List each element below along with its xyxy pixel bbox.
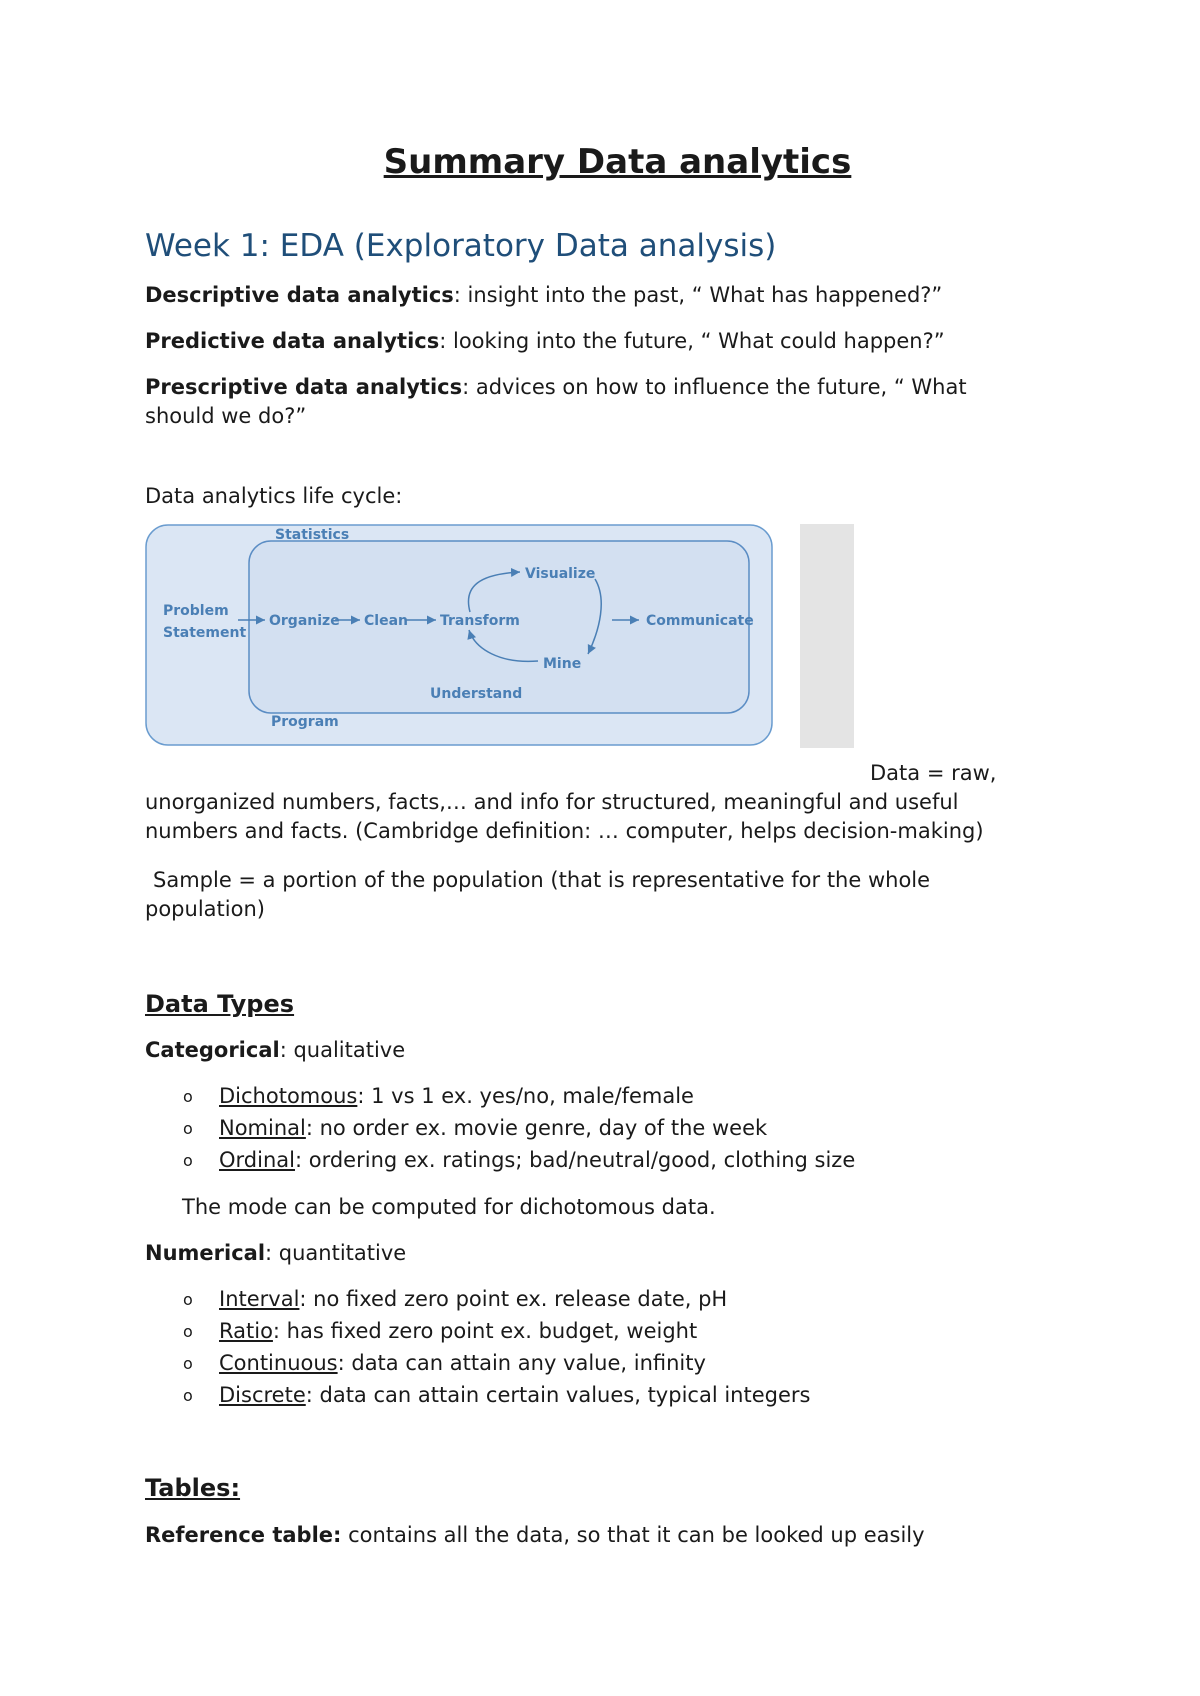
item-term: Interval (219, 1287, 300, 1311)
reference-table-paragraph (145, 1521, 1045, 1550)
item-text: : data can attain certain values, typical integers (305, 1383, 811, 1407)
categorical-text: : qualitative (279, 1038, 406, 1062)
reference-table-text: contains all the data, so that it can be looked up easily (341, 1523, 925, 1547)
statistics-label: Statistics (275, 527, 350, 543)
item-text: : data can attain any value, infinity (337, 1351, 706, 1375)
predictive-paragraph (145, 327, 1045, 356)
clean-label: Clean (364, 613, 408, 629)
item-term: Ordinal (219, 1148, 295, 1172)
item-term: Ratio (219, 1319, 273, 1343)
bullet-icon: o (183, 1354, 193, 1373)
program-label: Program (271, 714, 339, 730)
item-text: : 1 vs 1 ex. yes/no, male/female (357, 1084, 694, 1108)
predictive-term: Predictive data analytics (145, 329, 440, 353)
bullet-icon: o (183, 1119, 193, 1138)
reference-table-term: Reference table: (145, 1523, 342, 1547)
descriptive-paragraph (145, 281, 1045, 310)
problem-statement-line1: Problem (163, 603, 229, 619)
numerical-list (145, 1283, 1045, 1411)
bullet-icon: o (183, 1322, 193, 1341)
document-title: Summary Data analytics (383, 142, 852, 182)
list-item (145, 1379, 1045, 1411)
prescriptive-term: Prescriptive data analytics (145, 375, 463, 399)
list-item (145, 1315, 1045, 1347)
transform-label: Transform (440, 613, 520, 629)
organize-label: Organize (269, 613, 340, 629)
item-term: Dichotomous (219, 1084, 358, 1108)
item-text: : has fixed zero point ex. budget, weight (272, 1319, 698, 1343)
problem-statement-line2: Statement (163, 625, 247, 641)
categorical-list (145, 1080, 1045, 1176)
bullet-icon: o (183, 1087, 193, 1106)
numerical-text: : quantitative (265, 1241, 407, 1265)
predictive-text: : looking into the future, “ What could happen?” (439, 329, 945, 353)
life-cycle-diagram (145, 524, 775, 748)
item-text: : no order ex. movie genre, day of the week (305, 1116, 768, 1140)
numerical-paragraph (145, 1239, 1045, 1268)
categorical-paragraph (145, 1036, 1045, 1065)
sample-definition: Sample = a portion of the population (that is representative for the whole population) (145, 868, 931, 921)
list-item (145, 1347, 1045, 1379)
bullet-icon: o (183, 1151, 193, 1170)
descriptive-term: Descriptive data analytics (145, 283, 454, 307)
bullet-icon: o (183, 1386, 193, 1405)
item-term: Nominal (219, 1116, 306, 1140)
list-item (145, 1080, 1045, 1112)
communicate-label: Communicate (646, 613, 754, 629)
image-placeholder-block (800, 524, 854, 748)
mode-note: The mode can be computed for dichotomous data. (182, 1195, 716, 1219)
list-item (145, 1144, 1045, 1176)
numerical-term: Numerical (145, 1241, 266, 1265)
tables-heading: Tables: (145, 1474, 241, 1502)
prescriptive-text: : advices on how to influence the future, “ What should we do?” (145, 375, 967, 428)
list-item (145, 1112, 1045, 1144)
item-text: : no fixed zero point ex. release date, pH (299, 1287, 728, 1311)
mine-label: Mine (543, 656, 582, 672)
item-text: : ordering ex. ratings; bad/neutral/good, clothing size (294, 1148, 856, 1172)
week-heading: Week 1: EDA (Exploratory Data analysis) (145, 228, 777, 264)
descriptive-text: : insight into the past, “ What has happened?” (453, 283, 943, 307)
categorical-term: Categorical (145, 1038, 280, 1062)
bullet-icon: o (183, 1290, 193, 1309)
data-definition: Data = raw, unorganized numbers, facts,… and info for structured, meaningful and useful numbers and facts. (Cambridge definition: … computer, helps decision-making) (145, 761, 997, 843)
item-term: Continuous (219, 1351, 338, 1375)
visualize-label: Visualize (525, 566, 596, 582)
understand-label: Understand (430, 686, 523, 702)
item-term: Discrete (219, 1383, 306, 1407)
prescriptive-paragraph (145, 373, 1025, 431)
list-item (145, 1283, 1045, 1315)
data-types-heading: Data Types (145, 990, 295, 1018)
life-cycle-label: Data analytics life cycle: (145, 484, 403, 508)
